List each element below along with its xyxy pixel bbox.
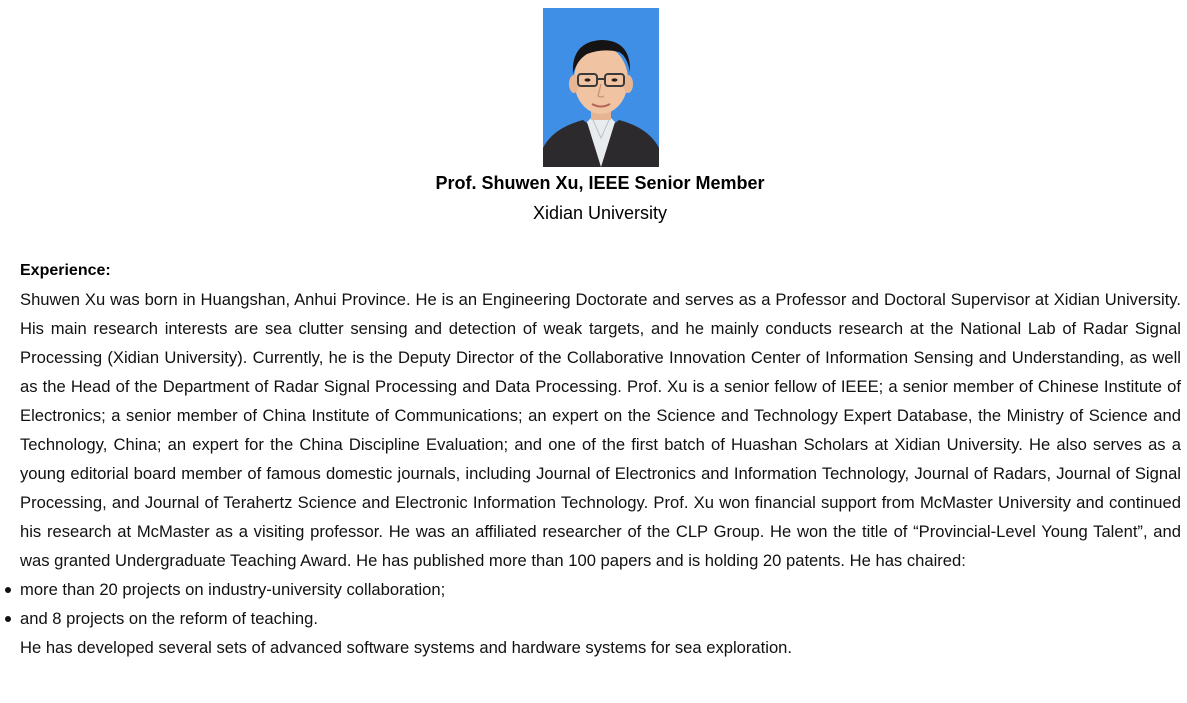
experience-heading: Experience: — [20, 262, 111, 279]
experience-section — [20, 256, 1181, 662]
list-item: more than 20 projects on industry-university collaboration; — [20, 575, 1181, 604]
experience-closing: He has developed several sets of advanced software systems and hardware systems for sea exploration. — [20, 638, 793, 657]
profile-affiliation: Xidian University — [532, 203, 668, 223]
chaired-projects-list — [20, 575, 1181, 633]
profile-name: Prof. Shuwen Xu, IEEE Senior Member — [435, 173, 765, 193]
person-portrait-icon — [543, 8, 659, 167]
experience-bio: Shuwen Xu was born in Huangshan, Anhui Province. He is an Engineering Doctorate and serves as a Professor and Doctoral Supervisor at Xidian University. His main research interests are sea clutter sensing and detection of weak targets, and he mainly conducts research at the National Lab of Radar Signal Processing (Xidian University). Currently, he is the Deputy Director of the Collaborative Innovation Center of Information Sensing and Understanding, as well as the Head of the Department of Radar Signal Processing and Data Processing. Prof. Xu is a senior fellow of IEEE; a senior member of Chinese Institute of Electronics; a senior member of China Institute of Communications; an expert on the Science and Technology Expert Database, the Ministry of Science and Technology, China; an expert for the China Discipline Evaluation; and one of the first batch of Huashan Scholars at Xidian University. He also serves as a young editorial board member of famous domestic journals, including Journal of Electronics and Information Technology, Journal of Radars, Journal of Signal Processing, and Journal of Terahertz Science and Electronic Information Technology. Prof. Xu won financial support from McMaster University and continued his research at McMaster as a visiting professor. He was an affiliated researcher of the CLP Group. He won the title of “Provincial-Level Young Talent”, and was granted Undergraduate Teaching Award. He has published more than 100 papers and is holding 20 patents. He has chaired: — [20, 290, 1181, 570]
list-item: and 8 projects on the reform of teaching. — [20, 604, 1181, 633]
profile-portrait — [543, 8, 659, 167]
